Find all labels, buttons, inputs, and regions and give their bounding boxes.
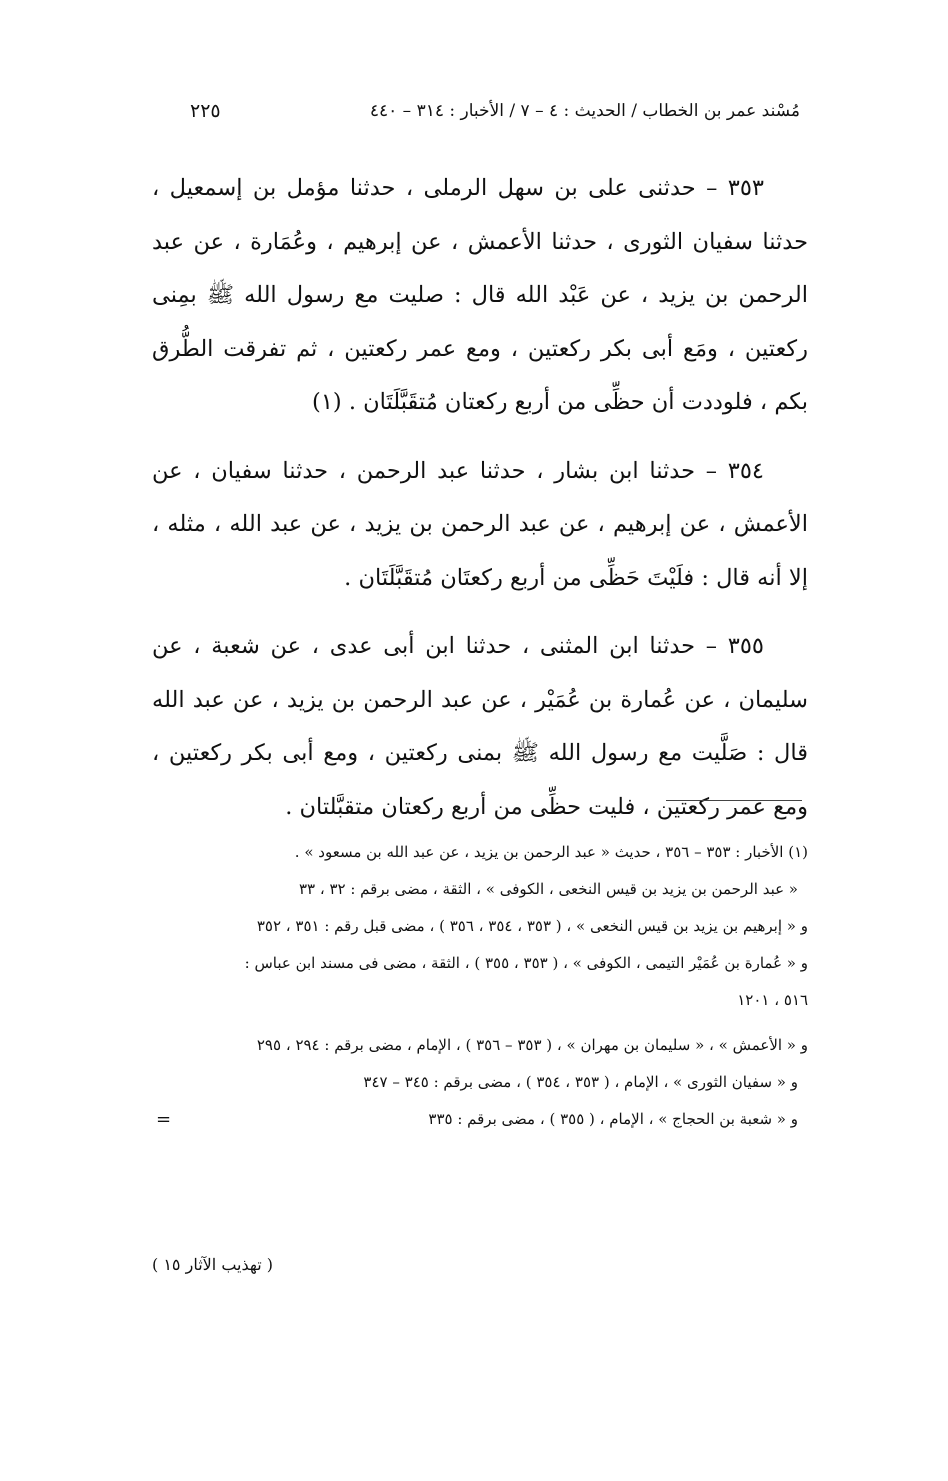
continuation-mark: = (156, 1109, 172, 1130)
footnote-last-line (152, 1101, 808, 1138)
footnote-line: و « شعبة بن الحجاج » ، الإمام ، ( ٣٥٥ ) ، مضى برقم : ٣٣٥ (428, 1110, 798, 1128)
running-header (150, 96, 800, 126)
signature-text: ( تهذيب الآثار ١٥ ) (152, 1255, 274, 1274)
footnotes (152, 834, 808, 1138)
hadith-355: ٣٥٥ – حدثنا ابن المثنى ، حدثنا ابن أبى عدى ، عن شعبة ، عن سليمان ، عن عُمارة بن عُمَيْر ، عن عبد الرحمن بن يزيد ، عن عبد الله قال : صَلَّيت مع رسول الله ﷺ بمنى ركعتين ، ومع أبى بكر ركعتين ، ومع عمر ركعتين ، فليت حظِّى من أربع ركعتان متقبَّلتان . (152, 633, 808, 820)
signature-mark (152, 1250, 452, 1280)
footnote-line: (١) الأخبار : ٣٥٣ – ٣٥٦ ، حديث « عبد الرحمن بن يزيد ، عن عبد الله بن مسعود » . (294, 843, 808, 861)
footnote-separator (666, 800, 802, 801)
running-title: مُسْند عمر بن الخطاب / الحديث : ٤ – ٧ / الأخبار : ٣١٤ – ٤٤٠ (369, 101, 800, 121)
main-text (152, 162, 808, 834)
footnote-line: ٥١٦ ، ١٢٠١ (737, 991, 808, 1009)
footnote-line: و « إبرهيم بن يزيد بن قيس النخعى » ، ( ٣٥٣ ، ٣٥٤ ، ٣٥٦ ) ، مضى قبل رقم : ٣٥١ ، ٣٥٢ (256, 917, 808, 935)
footnote-line: و « عُمارة بن عُمَيْر التيمى ، الكوفى » ، ( ٣٥٣ ، ٣٥٥ ) ، الثقة ، مضى فى مسند ابن عباس : (244, 954, 808, 972)
footnote-line: « عبد الرحمن بن يزيد بن قيس النخعى ، الكوفى » ، الثقة ، مضى برقم : ٣٢ ، ٣٣ (298, 880, 798, 898)
footnote-line: و « سفيان الثورى » ، الإمام ، ( ٣٥٣ ، ٣٥٤ ) ، مضى برقم : ٣٤٥ – ٣٤٧ (363, 1073, 798, 1091)
hadith-353: ٣٥٣ – حدثنى على بن سهل الرملى ، حدثنا مؤمل بن إسمعيل ، حدثنا سفيان الثورى ، حدثنا الأعمش ، عن إبرهيم ، وعُمَارة ، عن عبد الرحمن بن يزيد ، عن عَبْد الله قال : صليت مع رسول الله ﷺ بمِنى ركعتين ، ومَع أبى بكر ركعتين ، ومع عمر ركعتين ، ثم تفرقت الطُّرق بكم ، فلوددت أن حظِّى من أربع ركعتان مُتقَبَّلَتَان . (١) (152, 175, 808, 415)
page-number: ٢٢٥ (190, 100, 221, 122)
footnote-line: و « الأعمش » ، « سليمان بن مهران » ، ( ٣٥٣ – ٣٥٦ ) ، الإمام ، مضى برقم : ٢٩٤ ، ٢٩٥ (256, 1036, 808, 1054)
hadith-354: ٣٥٤ – حدثنا ابن بشار ، حدثنا عبد الرحمن ، حدثنا سفيان ، عن الأعمش ، عن إبرهيم ، عن عبد الرحمن بن يزيد ، عن عبد الله ، مثله ، إلا أنه قال : فلَيْتَ حَظِّى من أربع ركعتَان مُتقَبَّلَتَان . (152, 457, 808, 591)
